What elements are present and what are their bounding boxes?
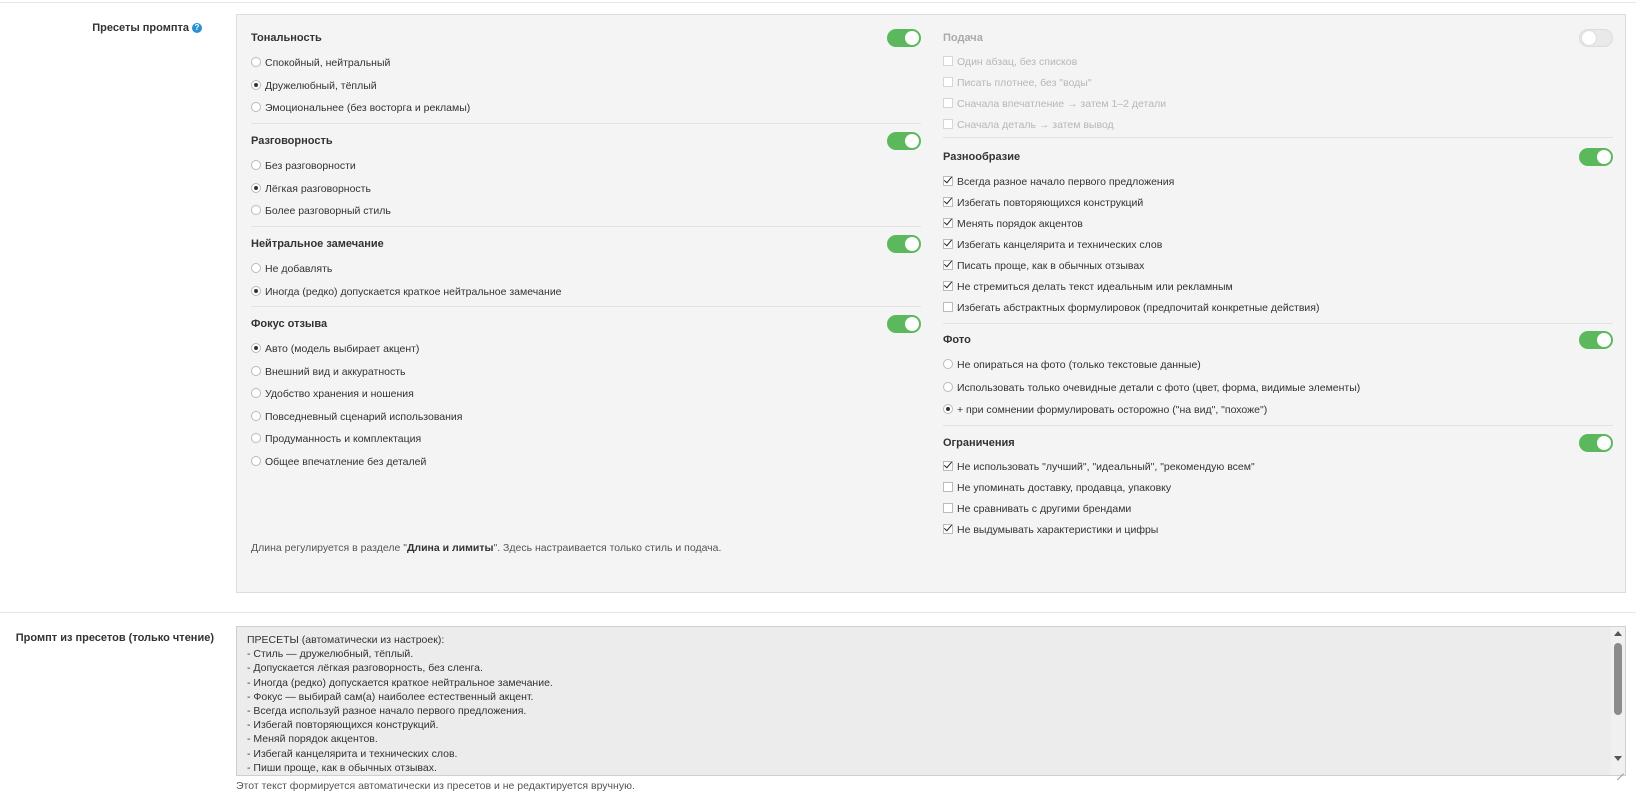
group-separator xyxy=(251,123,921,124)
presets-label-text: Пресеты промпта xyxy=(92,22,189,34)
option-label: Более разговорный стиль xyxy=(265,205,391,217)
option-label: Продуманность и комплектация xyxy=(265,433,422,445)
group-separator xyxy=(943,425,1613,426)
checkbox-option[interactable] xyxy=(943,482,1171,498)
radio-icon[interactable] xyxy=(251,263,261,273)
radio-option[interactable] xyxy=(251,411,462,427)
checkbox-icon[interactable] xyxy=(943,218,953,228)
toggle-switch[interactable] xyxy=(1579,331,1613,349)
top-divider xyxy=(0,2,1636,3)
scroll-down-arrow-icon[interactable] xyxy=(1614,756,1622,761)
group-separator xyxy=(943,323,1613,324)
option-label: Всегда разное начало первого предложения xyxy=(957,176,1175,188)
presets-panel xyxy=(236,14,1626,593)
radio-option[interactable] xyxy=(251,388,414,404)
group-separator xyxy=(251,226,921,227)
checkbox-option[interactable] xyxy=(943,239,1162,255)
option-label: Не сравнивать с другими брендами xyxy=(957,503,1132,515)
radio-icon[interactable] xyxy=(251,57,261,67)
checkbox-icon[interactable] xyxy=(943,176,953,186)
radio-option[interactable] xyxy=(251,183,371,199)
checkbox-icon[interactable] xyxy=(943,302,953,312)
group-limits xyxy=(943,437,1613,457)
prompt-readonly-textarea[interactable] xyxy=(236,626,1626,776)
footnote-suffix: ". Здесь настраивается только стиль и подача. xyxy=(493,542,722,554)
section-divider xyxy=(0,612,1636,613)
prompt-label: Промпт из пресетов (только чтение) xyxy=(15,632,214,644)
option-label: Не выдумывать характеристики и цифры xyxy=(957,524,1159,536)
group-title: Разнообразие xyxy=(943,151,1021,163)
group-title: Фото xyxy=(943,334,971,346)
radio-option[interactable] xyxy=(251,80,377,96)
option-label: Менять порядок акцентов xyxy=(957,218,1083,230)
radio-icon[interactable] xyxy=(251,388,261,398)
checkbox-option[interactable] xyxy=(943,77,1092,93)
option-label: Один абзац, без списков xyxy=(957,56,1078,68)
checkbox-icon[interactable] xyxy=(943,197,953,207)
group-title: Ограничения xyxy=(943,437,1015,449)
option-label: Без разговорности xyxy=(265,160,356,172)
group-neutral-remark xyxy=(251,238,921,258)
toggle-switch[interactable] xyxy=(887,235,921,253)
checkbox-option[interactable] xyxy=(943,503,1131,519)
radio-option[interactable] xyxy=(251,205,391,221)
group-focus xyxy=(251,318,921,338)
textarea-scrollbar[interactable] xyxy=(1611,627,1625,775)
radio-option[interactable] xyxy=(943,382,1360,398)
radio-option[interactable] xyxy=(251,263,332,279)
checkbox-icon[interactable] xyxy=(943,482,953,492)
checkbox-icon[interactable] xyxy=(943,56,953,66)
checkbox-icon[interactable] xyxy=(943,119,953,129)
prompt-text: ПРЕСЕТЫ (автоматически из настроек): - Стиль — дружелюбный, тёплый. - Допускается лёгкая разговорность, без сленга. - Иногда (редко) допускается краткое нейтральное замечание. - Фокус — выбирай сам(а) наиболее естественный акцент. - Всегда используй разное начало первого предложения. - Избегай повторяющихся конструкций. - Меняй порядок акцентов. - Избегай канцелярита и технических слов. - Пиши проще, как в обычных отзывах. xyxy=(247,634,553,773)
option-label: Дружелюбный, тёплый xyxy=(265,79,377,92)
checkbox-icon[interactable] xyxy=(943,524,953,534)
option-label: Не добавлять xyxy=(265,263,333,275)
checkbox-option[interactable] xyxy=(943,260,1144,276)
radio-option[interactable] xyxy=(251,102,470,118)
radio-icon[interactable] xyxy=(943,404,953,414)
checkbox-icon[interactable] xyxy=(943,239,953,249)
footnote-link: Длина и лимиты xyxy=(406,542,494,554)
option-label: Авто (модель выбирает акцент) xyxy=(265,343,420,355)
radio-icon[interactable] xyxy=(251,160,261,170)
option-label: Не упоминать доставку, продавца, упаковку xyxy=(957,482,1172,494)
option-label: Писать проще, как в обычных отзывах xyxy=(957,260,1145,272)
radio-icon[interactable] xyxy=(251,411,261,421)
option-label: Не использовать "лучший", "идеальный", "рекомендую всем" xyxy=(957,461,1255,473)
option-label: Удобство хранения и ношения xyxy=(265,388,414,400)
group-title: Нейтральное замечание xyxy=(251,238,384,250)
group-title: Фокус отзыва xyxy=(251,318,328,330)
checkbox-icon[interactable] xyxy=(943,281,953,291)
group-separator xyxy=(943,137,1613,138)
group-photo xyxy=(943,334,1613,354)
checkbox-icon[interactable] xyxy=(943,260,953,270)
checkbox-icon[interactable] xyxy=(943,461,953,471)
checkbox-icon[interactable] xyxy=(943,77,953,87)
radio-option[interactable] xyxy=(251,286,562,302)
group-tone xyxy=(251,32,921,52)
presets-label xyxy=(60,22,202,34)
radio-icon[interactable] xyxy=(251,456,261,466)
footnote-prefix: Длина регулируется в разделе " xyxy=(251,542,407,554)
toggle-switch[interactable] xyxy=(887,29,921,47)
option-label: Избегать канцелярита и технических слов xyxy=(957,239,1163,251)
radio-icon[interactable] xyxy=(251,205,261,215)
radio-option[interactable] xyxy=(251,343,419,359)
checkbox-option[interactable] xyxy=(943,176,1174,192)
help-icon[interactable]: ? xyxy=(192,23,202,33)
option-label: Не стремиться делать текст идеальным или рекламным xyxy=(957,281,1233,293)
radio-icon[interactable] xyxy=(251,366,261,376)
checkbox-option[interactable] xyxy=(943,197,1143,213)
radio-option[interactable] xyxy=(943,404,1267,420)
radio-icon[interactable] xyxy=(251,343,261,353)
radio-icon[interactable] xyxy=(251,286,261,296)
checkbox-option[interactable] xyxy=(943,98,1166,114)
group-conversational xyxy=(251,135,921,155)
option-label: Избегать абстрактных формулировок (предпочитай конкретные действия) xyxy=(957,302,1320,314)
length-footnote xyxy=(251,542,721,554)
group-variety xyxy=(943,151,1613,171)
radio-option[interactable] xyxy=(943,359,1201,375)
scroll-up-arrow-icon[interactable] xyxy=(1614,631,1622,636)
checkbox-option[interactable] xyxy=(943,302,1319,318)
toggle-switch[interactable] xyxy=(1579,148,1613,166)
option-label: Иногда (редко) допускается краткое нейтральное замечание xyxy=(265,285,562,298)
radio-icon[interactable] xyxy=(251,80,261,90)
checkbox-icon[interactable] xyxy=(943,503,953,513)
option-label: Сначала впечатление → затем 1–2 детали xyxy=(957,98,1167,110)
radio-option[interactable] xyxy=(251,433,421,449)
group-separator xyxy=(251,306,921,307)
radio-icon[interactable] xyxy=(251,183,261,193)
toggle-switch[interactable] xyxy=(1579,434,1613,452)
option-label: + при сомнении формулировать осторожно ("на вид", "похоже") xyxy=(957,404,1268,416)
checkbox-option[interactable] xyxy=(943,281,1233,297)
radio-icon[interactable] xyxy=(251,433,261,443)
option-label: Общее впечатление без деталей xyxy=(265,455,427,468)
checkbox-option[interactable] xyxy=(943,56,1077,72)
radio-icon[interactable] xyxy=(943,359,953,369)
option-label: Избегать повторяющихся конструкций xyxy=(957,197,1144,209)
option-label: Писать плотнее, без "воды" xyxy=(957,77,1092,89)
group-title: Тональность xyxy=(251,32,322,44)
toggle-switch[interactable] xyxy=(1579,29,1613,47)
option-label: Повседневный сценарий использования xyxy=(265,410,463,423)
scrollbar-thumb[interactable] xyxy=(1614,643,1622,715)
radio-option[interactable] xyxy=(251,366,405,382)
option-label: Эмоциональнее (без восторга и рекламы) xyxy=(265,102,471,114)
checkbox-icon[interactable] xyxy=(943,98,953,108)
radio-option[interactable] xyxy=(251,160,356,176)
toggle-switch[interactable] xyxy=(887,132,921,150)
option-label: Спокойный, нейтральный xyxy=(265,57,391,69)
checkbox-option[interactable] xyxy=(943,119,1114,135)
radio-icon[interactable] xyxy=(943,382,953,392)
group-delivery xyxy=(943,32,1613,52)
toggle-switch[interactable] xyxy=(887,315,921,333)
option-label: Использовать только очевидные детали с фото (цвет, форма, видимые элементы) xyxy=(957,381,1361,394)
checkbox-option[interactable] xyxy=(943,461,1255,477)
group-title: Разговорность xyxy=(251,135,333,147)
checkbox-option[interactable] xyxy=(943,218,1083,234)
option-label: Сначала деталь → затем вывод xyxy=(957,119,1114,131)
option-label: Лёгкая разговорность xyxy=(265,182,371,195)
radio-icon[interactable] xyxy=(251,102,261,112)
checkbox-option[interactable] xyxy=(943,524,1158,540)
option-label: Не опираться на фото (только текстовые данные) xyxy=(957,359,1201,371)
radio-option[interactable] xyxy=(251,57,390,73)
prompt-hint: Этот текст формируется автоматически из пресетов и не редактируется вручную. xyxy=(236,780,635,792)
resize-handle-icon[interactable] xyxy=(1615,765,1624,774)
group-title: Подача xyxy=(943,32,983,44)
radio-option[interactable] xyxy=(251,456,426,472)
option-label: Внешний вид и аккуратность xyxy=(265,365,406,378)
